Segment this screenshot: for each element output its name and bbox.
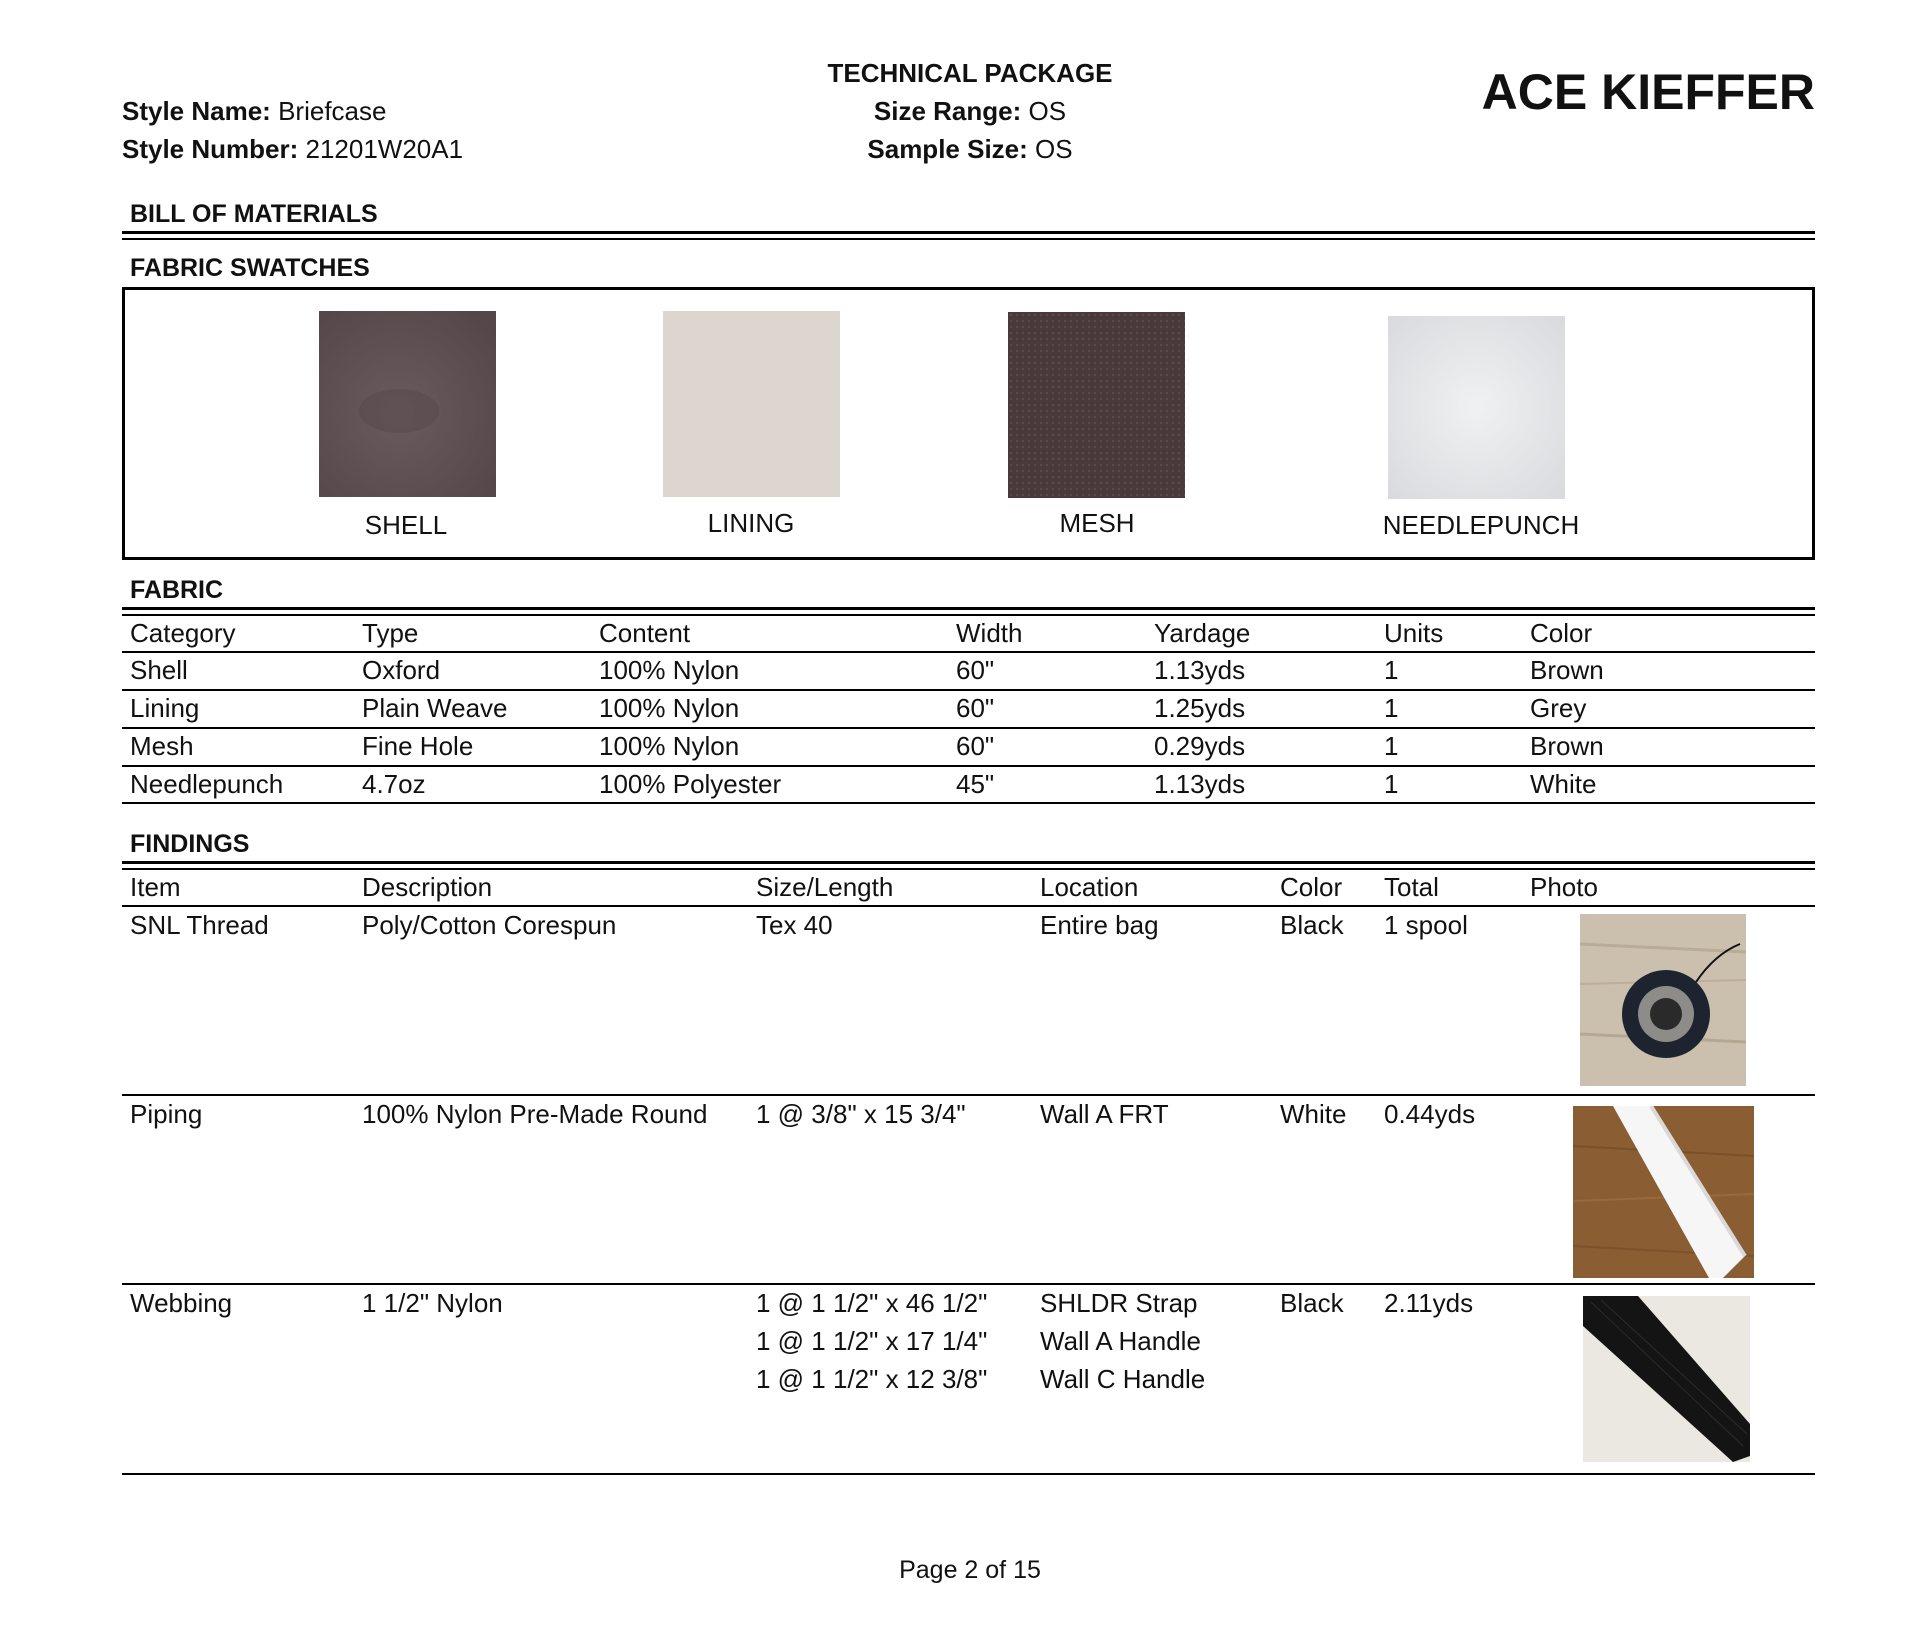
- fabric-heading: FABRIC: [130, 576, 224, 604]
- findings-cell: Wall C Handle: [1040, 1364, 1206, 1394]
- fabric-col-type: Type: [362, 618, 419, 648]
- style-name-label: Style Name:: [122, 96, 271, 126]
- white-piping-photo: [1573, 1106, 1754, 1278]
- fabric-col-yardage: Yardage: [1154, 618, 1251, 648]
- fabric-cell: White: [1530, 769, 1597, 799]
- swatch-label-shell: SHELL: [364, 510, 448, 540]
- fabric-cell: 0.29yds: [1154, 731, 1246, 761]
- divider: [122, 765, 1815, 767]
- swatch-label-needlepunch: NEEDLEPUNCH: [1382, 510, 1580, 540]
- fabric-cell: 4.7oz: [362, 769, 426, 799]
- findings-cell: Wall A Handle: [1040, 1326, 1201, 1356]
- style-number: [122, 134, 463, 164]
- size-range-label: Size Range:: [873, 96, 1022, 126]
- findings-cell: 2.11yds: [1384, 1288, 1474, 1318]
- findings-col-item: Item: [130, 872, 181, 902]
- fabric-cell: 1.25yds: [1154, 693, 1246, 723]
- sample-size-label: Sample Size:: [867, 134, 1028, 164]
- size-range-value: OS: [1028, 96, 1067, 126]
- divider: [122, 607, 1815, 610]
- fabric-cell: Brown: [1530, 655, 1604, 685]
- fabric-cell: Brown: [1530, 731, 1604, 761]
- divider: [122, 1283, 1815, 1285]
- fabric-col-content: Content: [599, 618, 691, 648]
- findings-col-photo: Photo: [1530, 872, 1598, 902]
- black-webbing-photo: [1583, 1296, 1750, 1462]
- findings-cell: Webbing: [130, 1288, 233, 1318]
- style-name-value: Briefcase: [278, 96, 387, 126]
- fabric-cell: Grey: [1530, 693, 1587, 723]
- divider: [122, 651, 1815, 653]
- findings-cell: Entire bag: [1040, 910, 1159, 940]
- fabric-cell: 1.13yds: [1154, 655, 1246, 685]
- style-number-value: 21201W20A1: [305, 134, 464, 164]
- fabric-cell: 100% Nylon: [599, 655, 740, 685]
- bom-heading: BILL OF MATERIALS: [130, 200, 378, 228]
- fabric-cell: Shell: [130, 655, 188, 685]
- fabric-cell: 1.13yds: [1154, 769, 1246, 799]
- findings-col-total: Total: [1384, 872, 1439, 902]
- findings-cell: White: [1280, 1099, 1347, 1129]
- findings-cell: 1 @ 3/8" x 15 3/4": [756, 1099, 966, 1129]
- divider: [122, 1094, 1815, 1096]
- fabric-cell: Lining: [130, 693, 200, 723]
- findings-cell: 0.44yds: [1384, 1099, 1476, 1129]
- style-name: [122, 96, 386, 126]
- divider: [122, 689, 1815, 691]
- findings-cell: 1 spool: [1384, 910, 1468, 940]
- sample-size: [760, 134, 1180, 164]
- findings-heading: FINDINGS: [130, 830, 250, 858]
- findings-cell: Wall A FRT: [1040, 1099, 1169, 1129]
- findings-cell: 100% Nylon Pre-Made Round: [362, 1099, 708, 1129]
- swatch-needlepunch: [1388, 316, 1565, 499]
- findings-cell: 1 @ 1 1/2" x 46 1/2": [756, 1288, 988, 1318]
- fabric-cell: 60": [956, 731, 995, 761]
- findings-cell: SHLDR Strap: [1040, 1288, 1198, 1318]
- findings-cell: SNL Thread: [130, 910, 269, 940]
- swatch-label-lining: LINING: [707, 508, 795, 538]
- fabric-col-color: Color: [1530, 618, 1593, 648]
- divider: [122, 802, 1815, 804]
- findings-cell: 1 @ 1 1/2" x 17 1/4": [756, 1326, 988, 1356]
- brand-logo: ACE KIEFFER: [1481, 64, 1815, 120]
- style-number-label: Style Number:: [122, 134, 299, 164]
- divider: [122, 905, 1815, 907]
- findings-col-location: Location: [1040, 872, 1139, 902]
- findings-cell: Tex 40: [756, 910, 833, 940]
- fabric-col-width: Width: [956, 618, 1023, 648]
- page-number: Page 2 of 15: [899, 1556, 1041, 1584]
- findings-cell: 1 @ 1 1/2" x 12 3/8": [756, 1364, 988, 1394]
- fabric-cell: 60": [956, 655, 995, 685]
- fabric-cell: Needlepunch: [130, 769, 284, 799]
- findings-cell: Poly/Cotton Corespun: [362, 910, 617, 940]
- doc-title: TECHNICAL PACKAGE: [827, 58, 1113, 88]
- fabric-cell: 1: [1384, 731, 1399, 761]
- fabric-cell: Fine Hole: [362, 731, 474, 761]
- divider: [122, 861, 1815, 864]
- divider: [122, 727, 1815, 729]
- findings-col-color: Color: [1280, 872, 1343, 902]
- divider: [122, 1473, 1815, 1475]
- swatch-mesh: [1008, 312, 1185, 498]
- fabric-cell: 45": [956, 769, 995, 799]
- fabric-cell: Plain Weave: [362, 693, 508, 723]
- divider: [122, 614, 1815, 616]
- fabric-cell: 100% Nylon: [599, 693, 740, 723]
- fabric-cell: 1: [1384, 655, 1399, 685]
- fabric-cell: 60": [956, 693, 995, 723]
- thread-spool-photo: [1580, 914, 1746, 1086]
- findings-col-description: Description: [362, 872, 493, 902]
- fabric-cell: 1: [1384, 693, 1399, 723]
- sample-size-value: OS: [1035, 134, 1073, 164]
- findings-cell: Black: [1280, 1288, 1344, 1318]
- findings-cell: Piping: [130, 1099, 203, 1129]
- size-range: [760, 96, 1180, 126]
- findings-cell: 1 1/2" Nylon: [362, 1288, 503, 1318]
- fabric-cell: Oxford: [362, 655, 441, 685]
- fabric-cell: 100% Polyester: [599, 769, 782, 799]
- swatch-label-mesh: MESH: [1059, 508, 1135, 538]
- swatch-lining: [663, 311, 840, 497]
- findings-cell: Black: [1280, 910, 1344, 940]
- findings-col-size: Size/Length: [756, 872, 894, 902]
- divider: [122, 868, 1815, 870]
- swatches-heading: FABRIC SWATCHES: [130, 254, 370, 282]
- fabric-col-units: Units: [1384, 618, 1444, 648]
- fabric-cell: 1: [1384, 769, 1399, 799]
- fabric-cell: Mesh: [130, 731, 194, 761]
- swatch-shell: [319, 311, 496, 497]
- fabric-cell: 100% Nylon: [599, 731, 740, 761]
- divider: [122, 238, 1815, 240]
- divider: [122, 231, 1815, 234]
- fabric-col-category: Category: [130, 618, 236, 648]
